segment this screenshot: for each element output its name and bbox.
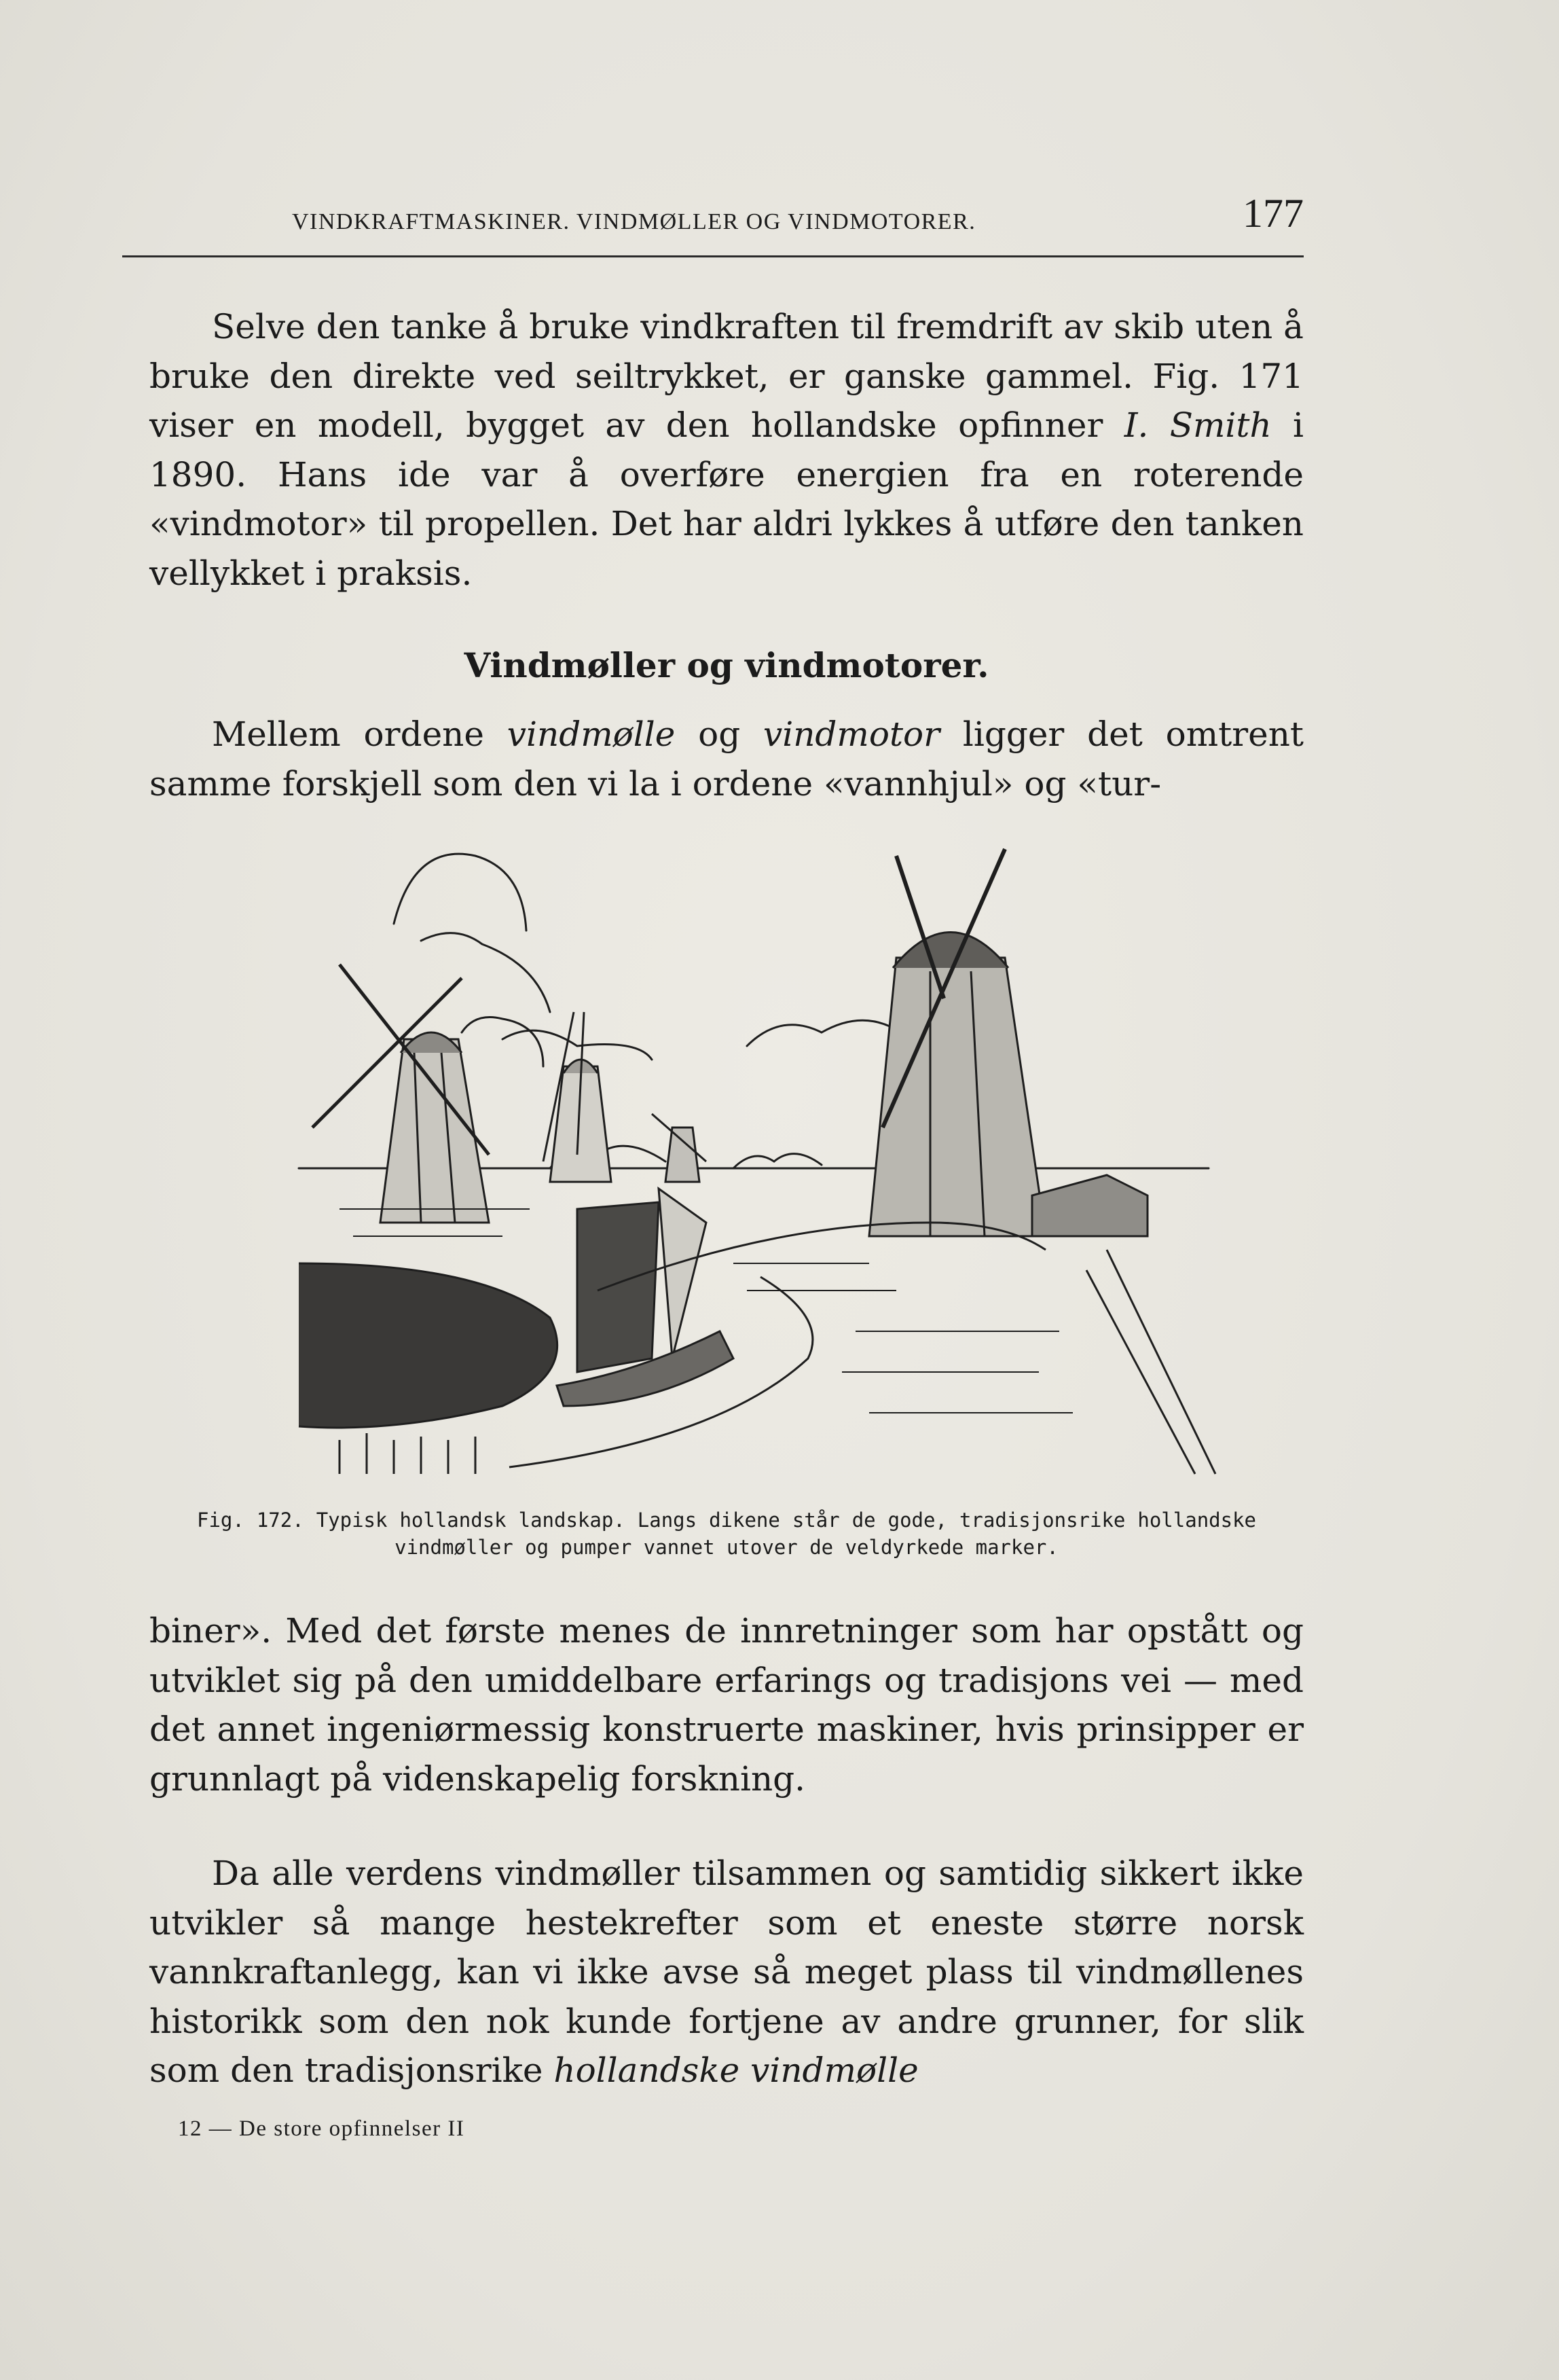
paragraph-definitions bbox=[149, 710, 1304, 808]
paragraph-text: biner». Med det første menes de innretninger som har opstått og utviklet sig på den umiddelbare erfarings og tradisjons vei — med det annet ingeniørmessig konstruerte maskiner, hvis prinsipper er grunnlagt på videnskapelig forskning. bbox=[149, 1611, 1304, 1799]
dike bbox=[299, 1263, 557, 1428]
cloud bbox=[462, 1017, 543, 1067]
sailboat bbox=[557, 1189, 733, 1406]
figure-caption: Fig. 172. Typisk hollandsk landskap. Langs dikene står de gode, tradisjonsrike hollandske vindmøller og pumper vannet utover de veldyrkede marker. bbox=[197, 1509, 1256, 1559]
paragraph-historikk bbox=[149, 1849, 1304, 2095]
paragraph-vindmolle-vindmotor bbox=[149, 1606, 1304, 1803]
paragraph-text: ligger det omtrent samme forskjell som den vi la i ordene «vannhjul» og «tur- bbox=[149, 715, 1304, 804]
page-number: 177 bbox=[1243, 191, 1304, 236]
cloud bbox=[394, 854, 526, 931]
paragraph-skib-propell bbox=[149, 302, 1304, 598]
signature-footer: 12 — De store opfinnelser II bbox=[178, 2116, 465, 2141]
paragraph-text: Da alle verdens vindmøller tilsammen og samtidig sikkert ikke utvikler så mange hestekrefter som et eneste større norsk vannkraftanlegg, kan vi ikke avse så meget plass til vindmøllenes historikk som den nok kunde fortjene av andre grunner, for slik som den tradisjonsrike bbox=[149, 1854, 1304, 2090]
term-vindmolle: vindmølle bbox=[507, 715, 676, 754]
section-heading: Vindmøller og vindmotorer. bbox=[464, 645, 989, 685]
term-vindmotor: vindmotor bbox=[763, 715, 940, 754]
paragraph-text: og bbox=[675, 715, 763, 754]
paragraph-text: Selve den tanke å bruke vindkraften til fremdrift av skib uten å bruke den direkte ved seiltrykket, er ganske gammel. Fig. 171 viser en modell, bygget av den hollandske opfinner bbox=[149, 307, 1304, 445]
running-header bbox=[149, 190, 1317, 251]
windmill-landscape-illustration bbox=[258, 842, 1249, 1494]
center-windmill bbox=[543, 1012, 611, 1182]
left-windmill bbox=[312, 964, 489, 1223]
distant-windmill bbox=[652, 1114, 706, 1182]
cloud bbox=[502, 1030, 652, 1060]
cloud bbox=[747, 1020, 910, 1046]
fence bbox=[1107, 1250, 1215, 1474]
term-hollandske-vindmolle: hollandske vindmølle bbox=[553, 2051, 919, 2090]
distant-trees bbox=[733, 1154, 822, 1168]
paragraph-text: Mellem ordene bbox=[212, 715, 507, 754]
reeds bbox=[340, 1433, 475, 1474]
inventor-name: I. Smith bbox=[1124, 405, 1272, 445]
farmhouse bbox=[1032, 1175, 1148, 1236]
right-windmill bbox=[869, 849, 1148, 1236]
paragraph-text: i 1890. Hans ide var å overføre energien fra en roterende «vindmotor» til propellen. Det har aldri lykkes å utføre den tanken vellykket i praksis. bbox=[149, 405, 1304, 593]
fence bbox=[1086, 1270, 1195, 1474]
header-title: VINDKRAFTMASKINER. VINDMØLLER OG VINDMOTORER. bbox=[292, 209, 976, 234]
header-rule bbox=[122, 255, 1304, 257]
